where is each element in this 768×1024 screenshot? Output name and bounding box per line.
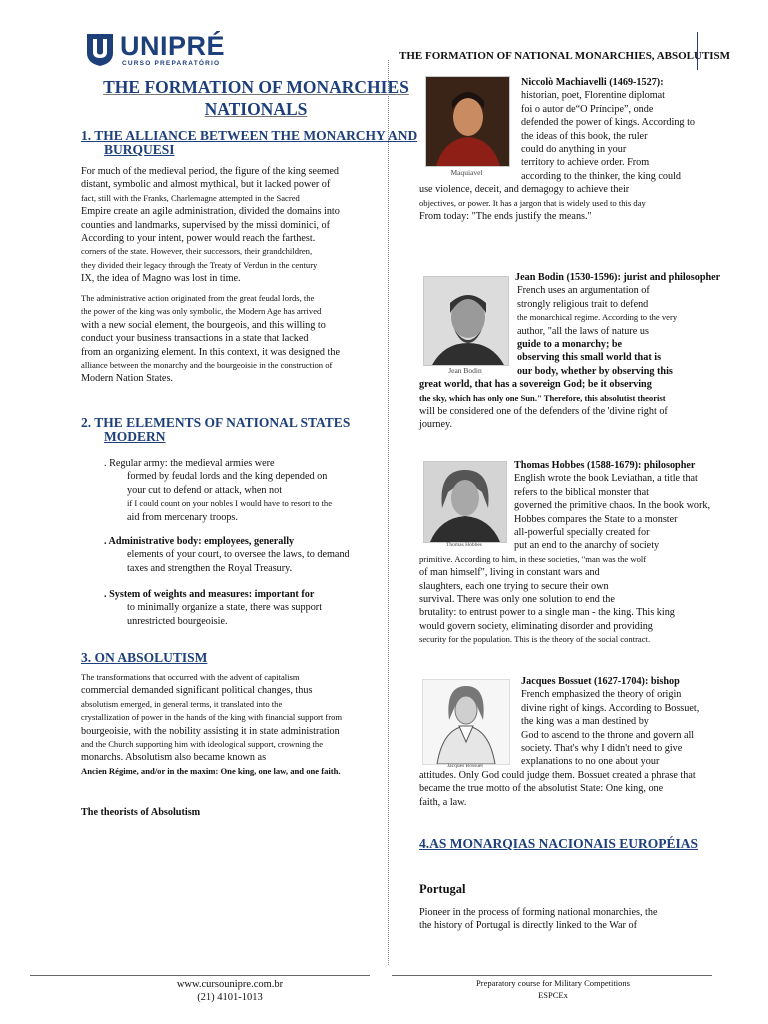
brand-tagline: CURSO PREPARATÓRIO [122,60,221,67]
bossuet-text [419,675,723,809]
header-title: THE FORMATION OF NATIONAL MONARCHIES, ABSOLUTISM [399,50,731,62]
text-line: objectives, or power. It has a jargon that is widely used to this day [419,197,646,208]
text-line: English wrote the book Leviathan, a title that [514,473,698,485]
section1-heading-line1: 1. THE ALLIANCE BETWEEN THE MONARCHY AND [81,128,418,143]
footer-exam: ESPCEx [538,990,568,1000]
text-line: strongly religious trait to defend [517,298,649,310]
text-line: according to the thinker, the king could [521,170,681,182]
text-line: foi o autor de“O Príncipe”, onde [521,103,654,115]
text-line: would govern society, eliminating disorder and providing [419,620,653,632]
text-line: Modern Nation States. [81,373,173,385]
portugal-subheading: Portugal [419,882,466,896]
text-line: attitudes. Only God could judge them. Bossuet created a phrase that [419,769,696,781]
text-line: counties and landmarks, supervised by the missi dominici, of [81,219,330,231]
text-line: they divided their legacy through the Treaty of Verdun in the century [81,259,318,270]
section4-heading-text: 4.AS MONARQIAS NACIONAIS EUROPÉIAS [419,836,699,851]
text-line: slaughters, each one trying to secure their own [419,580,609,592]
text-line: Hobbes compares the State to a monster [514,513,678,525]
section2-item-weights [104,588,364,628]
text-line: if I could count on your nobles I would have to resort to the [127,498,333,509]
text-line: taxes and strengthen the Royal Treasury. [127,562,293,574]
text-line: Jean Bodin (1530-1596): jurist and philosopher [515,272,721,283]
text-line: alliance between the monarchy and the bourgeoisie in the construction of [81,360,333,371]
text-line: conduct your business transactions in a state that lacked [81,333,309,345]
section3-paragraph [81,671,381,778]
section1-paragraph2 [81,292,378,386]
text-line: fact, still with the Franks, Charlemagne attempted in the Sacred [81,192,300,203]
text-line: the history of Portugal is directly linked to the War of [419,920,637,932]
text-line: Ancien Régime, and/or in the maxim: One king, one law, and one faith. [81,765,341,776]
text-line: defended the power of kings. According to [521,117,695,129]
text-line: The administrative action originated from the great feudal lords, the [81,293,315,303]
text-line: our body, whether by observing this [517,365,673,377]
text-line: will be considered one of the defenders of the 'divine right of [419,406,668,418]
text-line: For much of the medieval period, the figure of the king seemed [81,166,340,177]
section2-heading-line2: MODERN [104,429,166,444]
text-line: French emphasized the theory of origin [521,689,682,701]
text-line: territory to achieve order. From [521,157,650,169]
text-line: formed by feudal lords and the king depended on [127,471,328,483]
section4-paragraph [419,906,705,933]
text-line: distant, symbolic and almost mythical, but it lacked power of [81,179,331,191]
machiavelli-text [419,76,749,223]
text-line: and the Church supporting him with ideological support, crowning the [81,739,324,750]
text-line: historian, poet, Florentine diplomat [521,90,666,102]
text-line: God to ascend to the throne and govern all [521,729,695,741]
text-line: the ideas of this book, the ruler [521,130,648,142]
text-line: with a new social element, the bourgeois, and this willing to [81,319,326,331]
text-line: French uses an argumentation of [517,285,650,297]
text-line: According to your intent, power would reach the farthest. [81,233,316,245]
text-line: all-powerful specially created for [514,527,650,539]
text-line: the king was a man destined by [521,716,649,728]
text-line: to minimally organize a state, there was support [127,602,323,614]
text-line: . Regular army: the medieval armies were [104,458,275,469]
theorists-subheading: The theorists of Absolutism [81,807,201,818]
text-line: governed the primitive chaos. In the book work, [514,500,711,512]
text-line: guide to a monarchy; be [517,339,623,351]
text-line: commercial demanded significant political changes, thus [81,685,313,697]
hobbes-text [419,459,733,647]
text-line: corners of the state. However, their successors, their grandchildren, [81,246,313,257]
text-line: brutality: to entrust power to a single man - the king. This king [419,607,675,619]
footer-rule-left [30,975,370,976]
text-line: primitive. According to him, in these societies, "man was the wolf [419,553,647,564]
section1-heading-line2: BURQUESI [104,142,175,157]
text-line: IX, the idea of Magno was lost in time. [81,273,241,285]
text-line: security for the population. This is the theory of the social contract. [419,634,651,645]
text-line: of man himself", living in constant wars and [419,567,600,579]
text-line: put an end to the anarchy of society [514,540,660,552]
section4-heading [419,836,698,852]
text-line: crystallization of power in the hands of the king with financial support from [81,712,343,723]
footer-course: Preparatory course for Military Competitions [476,978,630,988]
hobbes-caption: Thomas Hobbes [446,542,482,548]
shield-logo-icon [86,33,114,67]
text-line: divine right of kings. According to Bossuet, [521,702,700,714]
text-line: elements of your court, to oversee the laws, to demand [127,549,350,561]
text-line: aid from mercenary troops. [127,511,238,523]
machiavelli-caption: Maquiavel [450,168,483,177]
text-line: Empire create an agile administration, divided the domains into [81,206,340,218]
text-line: from an organizing element. In this context, it was designed the [81,346,340,358]
text-line: great world, that has a sovereign God; be it observing [419,379,652,391]
text-line: survival. There was only one solution to end the [419,594,615,606]
text-line: the power of the king was only symbolic, the Modern Age has arrived [81,306,322,317]
text-line: society. That's why I didn't need to give [521,743,683,755]
page-title [86,76,426,120]
text-line: use violence, deceit, and demagogy to achieve their [419,184,630,196]
text-line: journey. [419,419,453,431]
text-line: became the true motto of the absolutist State: One king, one [419,783,664,795]
section3-heading [81,650,207,666]
text-line: faith, a law. [419,796,467,808]
text-line: unrestricted bourgeoisie. [127,615,228,627]
bodin-text [419,271,731,432]
text-line: absolutism emerged, in general terms, it translated into the [81,698,283,709]
footer-rule-right [392,975,712,976]
text-line: observing this small world that is [517,352,662,364]
text-line: could do anything in your [521,144,627,156]
text-line: Jacques Bossuet (1627-1704): bishop [521,676,680,687]
text-line: . System of weights and measures: important for [104,589,315,600]
footer-url[interactable]: www.cursounipre.com.br [176,979,284,990]
text-line: Pioneer in the process of forming national monarchies, the [419,907,658,918]
section2-item-admin [104,535,397,575]
text-line: explanations to no one about your [521,756,660,768]
text-line: The transformations that occurred with the advent of capitalism [81,672,300,682]
section2-item-army [104,457,397,524]
text-line: From today: "The ends justify the means." [419,211,592,223]
text-line: the sky, which has only one Sun." Therefore, this absolutist theorist [419,392,666,403]
page-title-line1: THE FORMATION OF MONARCHIES [103,77,409,97]
text-line: author, "all the laws of nature us [517,325,649,337]
section2-heading-line1: 2. THE ELEMENTS OF NATIONAL STATES [81,415,351,430]
text-line: bourgeoisie, with the nobility assisting it in state administration [81,725,340,737]
bodin-caption: Jean Bodin [448,366,482,375]
brand-name: UNIPRÉ [120,31,226,61]
text-line: Thomas Hobbes (1588-1679): philosopher [514,460,696,471]
section1-heading [81,128,417,158]
text-line: Niccolò Machiavelli (1469-1527): [521,77,664,88]
page-title-line2: NATIONALS [204,99,308,119]
text-line: the monarchical regime. According to the very [517,312,678,323]
bossuet-caption: Jacques Bossuet [447,763,483,769]
section1-paragraph1 [81,165,378,286]
section2-heading [81,415,350,445]
text-line: monarchs. Absolutism also became known as [81,752,267,764]
section3-heading-text: 3. ON ABSOLUTISM [81,650,208,665]
footer-phone: (21) 4101-1013 [197,992,263,1003]
text-line: refers to the biblical monster that [514,486,649,498]
text-line: . Administrative body: employees, generally [104,536,295,547]
text-line: your cut to defend or attack, when not [127,484,283,496]
